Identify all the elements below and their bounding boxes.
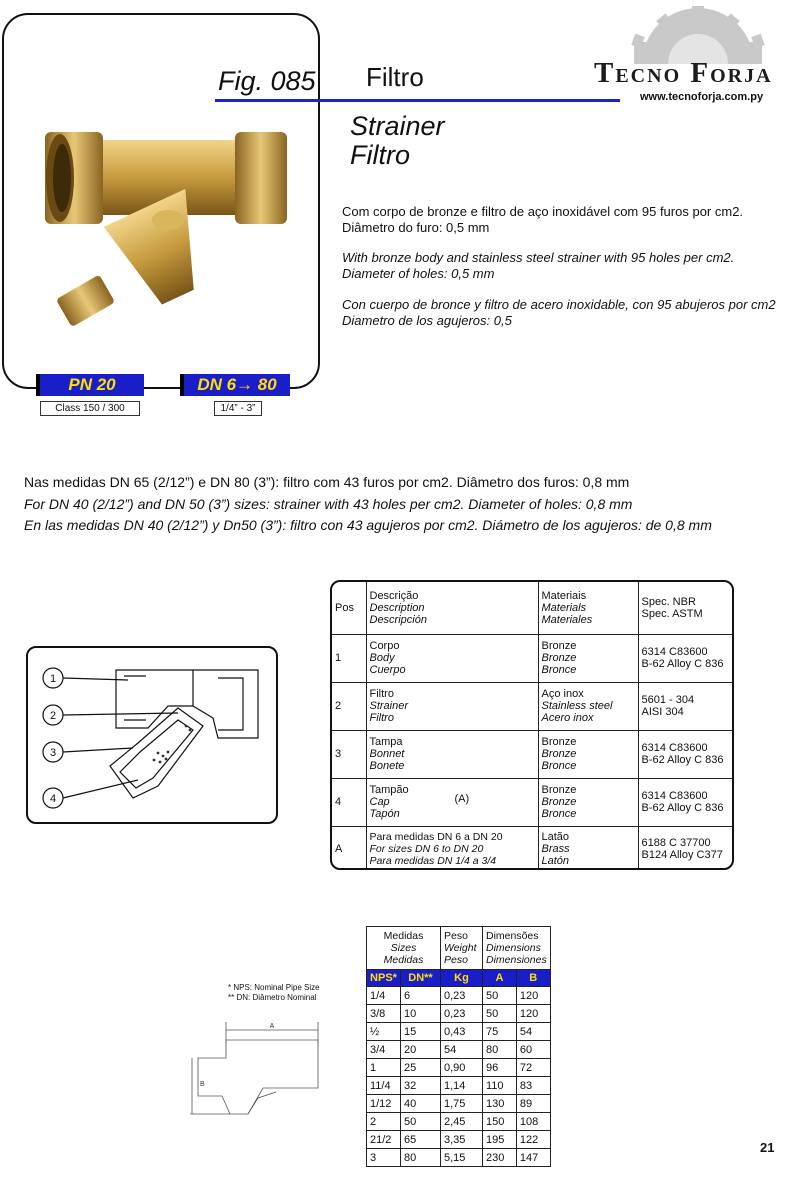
table-cell: 5,15 xyxy=(441,1149,483,1167)
table-cell: 54 xyxy=(441,1041,483,1059)
brand-logo-text: Tecno Forja xyxy=(594,57,773,89)
table-cell: 150 xyxy=(483,1113,517,1131)
desc-pt: Tampão xyxy=(369,784,409,796)
desc-en: Cap xyxy=(369,796,390,808)
parts-table xyxy=(330,580,734,870)
pressure-badge: PN 20 xyxy=(40,374,144,396)
description-es-line1: Con cuerpo de bronce y filtro de acero inoxidable, con 95 abujeros por cm2 xyxy=(342,297,776,312)
dim-b-label: B xyxy=(200,1081,205,1088)
mat-es: Acero inox xyxy=(541,712,594,724)
table-row xyxy=(367,1077,551,1095)
mat-es: Bronce xyxy=(541,760,577,772)
group-dim-en: Dimensions xyxy=(486,942,541,954)
cross-section-drawing xyxy=(26,646,278,824)
description-pt-line2: Diâmetro do furo: 0,5 mm xyxy=(342,220,490,235)
desc-es: Para medidas DN 1/4 a 3/4 xyxy=(369,855,497,868)
table-cell: 1/12 xyxy=(367,1095,401,1113)
mat-es: Latón xyxy=(541,855,570,868)
description-en-line2: Diameter of holes: 0,5 mm xyxy=(342,266,495,281)
size-range-label: 1/4” - 3” xyxy=(214,401,262,416)
row-mat xyxy=(538,778,638,826)
col-nps: NPS* xyxy=(367,970,401,987)
spec-astm: B-62 Alloy C 836 xyxy=(641,658,724,670)
group-sizes-pt: Medidas xyxy=(383,930,424,942)
mat-en: Bronze xyxy=(541,652,577,664)
header-desc-pt: Descrição xyxy=(369,589,419,602)
group-sizes-en: Sizes xyxy=(390,942,417,954)
table-cell: 25 xyxy=(401,1059,441,1077)
table-cell: 96 xyxy=(483,1059,517,1077)
row-desc xyxy=(366,682,538,730)
group-weight-es: Peso xyxy=(444,954,468,966)
table-cell: 75 xyxy=(483,1023,517,1041)
desc-en: Bonnet xyxy=(369,748,405,760)
table-cell: 50 xyxy=(483,987,517,1005)
desc-es: Bonete xyxy=(369,760,405,772)
mat-pt: Bronze xyxy=(541,736,577,748)
desc-en: Strainer xyxy=(369,700,409,712)
table-cell: 1,75 xyxy=(441,1095,483,1113)
group-weight xyxy=(441,927,483,970)
mat-pt: Bronze xyxy=(541,784,577,796)
mat-pt: Bronze xyxy=(541,640,577,652)
group-sizes-es: Medidas xyxy=(383,954,424,966)
table-cell: 11/4 xyxy=(367,1077,401,1095)
table-row xyxy=(367,1095,551,1113)
table-cell: 108 xyxy=(516,1113,550,1131)
row-spec xyxy=(638,682,732,730)
product-subtitle xyxy=(350,112,445,170)
table-cell: 120 xyxy=(516,987,550,1005)
desc-es: Tapón xyxy=(369,808,400,820)
description-pt xyxy=(342,204,743,236)
table-row xyxy=(367,987,551,1005)
callout-1: 1 xyxy=(49,673,57,685)
group-dim-pt: Dimensões xyxy=(486,930,539,942)
nps-note: * NPS: Nominal Pipe Size xyxy=(228,983,320,992)
table-cell: 50 xyxy=(401,1113,441,1131)
table-cell: 2,45 xyxy=(441,1113,483,1131)
pressure-class-label: Class 150 / 300 xyxy=(40,401,140,416)
header-description xyxy=(366,582,538,634)
description-en-line1: With bronze body and stainless steel strainer with 95 holes per cm2. xyxy=(342,250,735,265)
col-kg: Kg xyxy=(441,970,483,987)
row-pos: 2 xyxy=(332,682,366,730)
table-cell: 6 xyxy=(401,987,441,1005)
mat-pt: Latão xyxy=(541,831,570,844)
table-cell: 10 xyxy=(401,1005,441,1023)
table-cell: 83 xyxy=(516,1077,550,1095)
group-dimensions xyxy=(483,927,551,970)
page-number: 21 xyxy=(760,1140,775,1155)
table-cell: 3/4 xyxy=(367,1041,401,1059)
abbreviation-note xyxy=(228,983,320,1003)
table-cell: 230 xyxy=(483,1149,517,1167)
table-cell: 1,14 xyxy=(441,1077,483,1095)
table-cell: 0,23 xyxy=(441,1005,483,1023)
header-spec-astm: Spec. ASTM xyxy=(641,607,703,620)
table-row xyxy=(367,1149,551,1167)
size-range-badge: DN 6→ 80 xyxy=(184,374,290,396)
callout-2: 2 xyxy=(49,710,57,722)
page-title: Filtro xyxy=(366,62,424,92)
spec-nbr: 6188 C 37700 xyxy=(641,837,711,850)
spec-astm: B-62 Alloy C 836 xyxy=(641,754,724,766)
table-cell: 1 xyxy=(367,1059,401,1077)
header-spec-nbr: Spec. NBR xyxy=(641,595,696,608)
row-pos: A xyxy=(332,826,366,870)
table-row xyxy=(367,1131,551,1149)
table-cell: 60 xyxy=(516,1041,550,1059)
table-cell: 110 xyxy=(483,1077,517,1095)
row-pos: 3 xyxy=(332,730,366,778)
header-pos: Pos xyxy=(332,582,366,634)
table-row xyxy=(332,778,732,826)
spec-nbr: 6314 C83600 xyxy=(641,742,708,754)
subtitle-es: Filtro xyxy=(350,140,410,170)
group-weight-pt: Peso xyxy=(444,930,468,942)
row-spec xyxy=(638,730,732,778)
table-row xyxy=(367,1005,551,1023)
row-desc xyxy=(366,730,538,778)
sizes-table-column-header xyxy=(367,970,551,987)
group-sizes xyxy=(367,927,441,970)
table-cell: 40 xyxy=(401,1095,441,1113)
table-cell: 195 xyxy=(483,1131,517,1149)
description-pt-line1: Com corpo de bronze e filtro de aço inoxidável com 95 furos por cm2. xyxy=(342,204,744,219)
spec-nbr: 6314 C83600 xyxy=(641,646,708,658)
mat-en: Bronze xyxy=(541,796,577,808)
desc-pt: Tampa xyxy=(369,736,403,748)
table-row xyxy=(332,682,732,730)
table-cell: 3 xyxy=(367,1149,401,1167)
title-underline xyxy=(215,99,620,102)
desc-en: For sizes DN 6 to DN 20 xyxy=(369,843,484,856)
spec-astm: B124 Alloy C377 xyxy=(641,849,723,862)
row-desc xyxy=(366,826,538,870)
header-materials xyxy=(538,582,638,634)
desc-es: Cuerpo xyxy=(369,664,406,676)
table-cell: 0,90 xyxy=(441,1059,483,1077)
table-cell: 122 xyxy=(516,1131,550,1149)
table-cell: 15 xyxy=(401,1023,441,1041)
desc-note: (A) xyxy=(454,792,470,805)
mat-es: Bronce xyxy=(541,808,577,820)
table-cell: 21/2 xyxy=(367,1131,401,1149)
table-cell: ½ xyxy=(367,1023,401,1041)
table-cell: 89 xyxy=(516,1095,550,1113)
table-cell: 80 xyxy=(401,1149,441,1167)
table-row xyxy=(367,1059,551,1077)
row-desc xyxy=(366,634,538,682)
table-cell: 3/8 xyxy=(367,1005,401,1023)
header-mat-pt: Materiais xyxy=(541,589,587,602)
header-spec xyxy=(638,582,732,634)
description-es xyxy=(342,297,776,329)
desc-en: Body xyxy=(369,652,395,664)
row-pos: 1 xyxy=(332,634,366,682)
table-row xyxy=(367,1041,551,1059)
table-cell: 32 xyxy=(401,1077,441,1095)
table-cell: 2 xyxy=(367,1113,401,1131)
callout-4: 4 xyxy=(49,793,57,805)
subtitle-en: Strainer xyxy=(350,111,445,141)
row-mat xyxy=(538,730,638,778)
table-row xyxy=(332,730,732,778)
description-es-line2: Diametro de los agujeros: 0,5 xyxy=(342,313,512,328)
row-mat xyxy=(538,826,638,870)
desc-es: Filtro xyxy=(369,712,394,724)
table-cell: 0,43 xyxy=(441,1023,483,1041)
row-mat xyxy=(538,634,638,682)
col-a: A xyxy=(483,970,517,987)
spec-astm: AISI 304 xyxy=(641,706,684,718)
header-desc-es: Descripción xyxy=(369,613,427,626)
desc-pt: Corpo xyxy=(369,640,400,652)
table-cell: 130 xyxy=(483,1095,517,1113)
dimension-drawing xyxy=(188,1018,328,1118)
note-pt: Nas medidas DN 65 (2/12”) e DN 80 (3”): filtro com 43 furos por cm2. Diâmetro dos furos: 0,8 mm xyxy=(24,474,630,490)
callout-3: 3 xyxy=(49,747,57,759)
dim-a-label: A xyxy=(269,1023,275,1030)
header-mat-es: Materiales xyxy=(541,613,593,626)
group-dim-es: Dimensiones xyxy=(486,954,547,966)
sizes-table-group-header xyxy=(367,927,551,970)
mat-en: Brass xyxy=(541,843,570,856)
table-cell: 72 xyxy=(516,1059,550,1077)
row-desc xyxy=(366,778,538,826)
table-cell: 80 xyxy=(483,1041,517,1059)
mat-es: Bronce xyxy=(541,664,577,676)
row-spec xyxy=(638,826,732,870)
product-photo xyxy=(40,120,300,330)
mat-en: Bronze xyxy=(541,748,577,760)
row-mat xyxy=(538,682,638,730)
group-weight-en: Weight xyxy=(444,942,477,954)
table-cell: 0,23 xyxy=(441,987,483,1005)
website-link[interactable]: www.tecnoforja.com.py xyxy=(640,91,764,103)
table-row xyxy=(367,1023,551,1041)
note-en: For DN 40 (2/12”) and DN 50 (3”) sizes: strainer with 43 holes per cm2. Diameter of holes: 0,8 mm xyxy=(24,496,633,512)
header-mat-en: Materials xyxy=(541,601,587,614)
table-cell: 120 xyxy=(516,1005,550,1023)
table-row xyxy=(332,826,732,870)
table-cell: 1/4 xyxy=(367,987,401,1005)
spec-nbr: 6314 C83600 xyxy=(641,790,708,802)
sizes-table-body xyxy=(367,987,551,1167)
table-row xyxy=(367,1113,551,1131)
description-en xyxy=(342,250,734,282)
row-pos: 4 xyxy=(332,778,366,826)
mat-en: Stainless steel xyxy=(541,700,613,712)
table-cell: 54 xyxy=(516,1023,550,1041)
table-cell: 65 xyxy=(401,1131,441,1149)
desc-pt: Filtro xyxy=(369,688,394,700)
col-dn: DN** xyxy=(401,970,441,987)
col-b: B xyxy=(516,970,550,987)
table-row xyxy=(332,634,732,682)
dn-note: ** DN: Diâmetro Nominal xyxy=(228,993,317,1002)
table-cell: 147 xyxy=(516,1149,550,1167)
table-cell: 3,35 xyxy=(441,1131,483,1149)
note-es: En las medidas DN 40 (2/12”) y Dn50 (3”): filtro con 43 agujeros por cm2. Diámetro de los agujeros: de 0,8 mm xyxy=(24,517,712,533)
desc-pt: Para medidas DN 6 a DN 20 xyxy=(369,831,503,844)
header-desc-en: Description xyxy=(369,601,425,614)
row-spec xyxy=(638,634,732,682)
table-cell: 20 xyxy=(401,1041,441,1059)
figure-number: Fig. 085 xyxy=(218,66,316,96)
spec-astm: B-62 Alloy C 836 xyxy=(641,802,724,814)
parts-table-header xyxy=(332,582,732,634)
sizes-table xyxy=(366,926,551,1167)
mat-pt: Aço inox xyxy=(541,688,584,700)
table-cell: 50 xyxy=(483,1005,517,1023)
spec-nbr: 5601 - 304 xyxy=(641,694,695,706)
row-spec xyxy=(638,778,732,826)
